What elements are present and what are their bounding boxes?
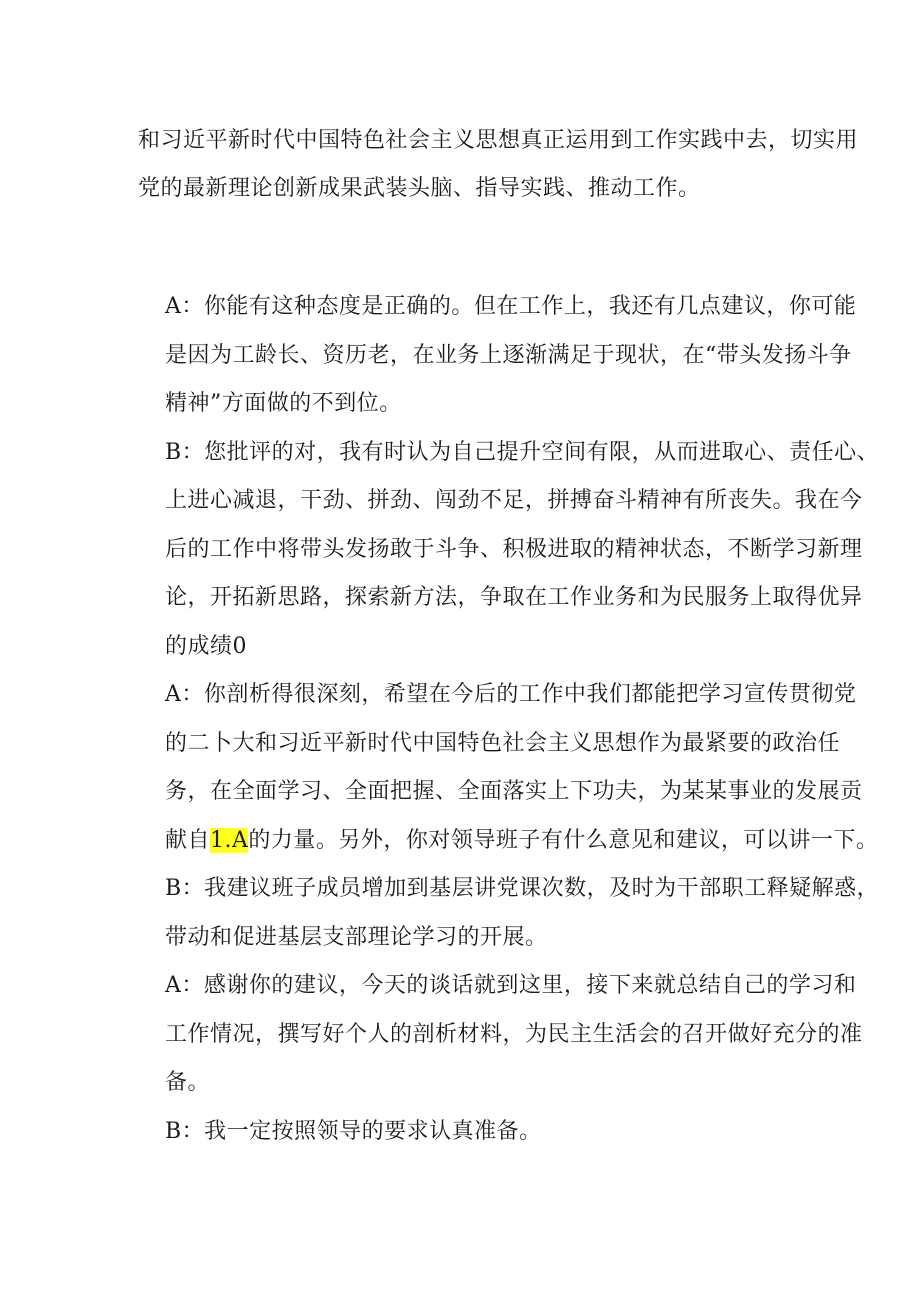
text-line: B：我一定按照领导的要求认真准备。: [165, 1118, 542, 1144]
text-line: 是因为工龄长、资历老，在业务上逐渐满足于现状，在“带头发扬斗争: [165, 342, 852, 368]
text-line-with-highlight: [165, 817, 879, 866]
text-line: 上进心减退，干劲、拼劲、闯劲不足，拼搏奋斗精神有所丧失。我在今: [165, 488, 863, 513]
text-line: 论，开拓新思路，探索新方法，争取在工作业务和为民服务上取得优异: [165, 585, 863, 610]
highlighted-text: 1.A: [210, 827, 249, 853]
text-fragment: 献自: [165, 827, 211, 853]
text-line: 精神”方面做的不到位。: [165, 391, 402, 416]
intro-paragraph: [138, 117, 859, 213]
text-line: 备。: [165, 1070, 211, 1095]
text-line: B：您批评的对，我有时认为自己提升空间有限，从而进取心、责任心、: [165, 439, 880, 465]
text-line: A：感谢你的建议，今天的谈话就到这里，接下来就总结自己的学习和: [165, 973, 857, 998]
text-line: 工作情况，撰写好个人的剖析材料，为民主生活会的召开做好充分的准: [165, 1021, 863, 1047]
text-line: 后的工作中将带头发扬敢于斗争、积极进取的精神状态，不断学习新理: [165, 536, 863, 562]
text-line: 和习近平新时代中国特色社会主义思想真正运用到工作实践中去，切实用: [138, 128, 859, 153]
text-line: B：我建议班子成员增加到基层讲党课次数，及时为干部职工释疑解惑，: [165, 876, 880, 901]
dialogue-section: [165, 283, 880, 1156]
text-line: 务，在全面学习、全面把握、全面落实上下功夫，为某某事业的发展贡: [165, 779, 863, 804]
text-line: 带动和促进基层支部理论学习的开展。: [165, 924, 548, 950]
text-line: 的成绩0: [165, 633, 247, 659]
text-line: 党的最新理论创新成果武装头脑、指导实践、推动工作。: [138, 176, 701, 201]
text-line: 的二卜大和习近平新时代中国特色社会主义思想作为最紧要的政治任: [165, 730, 841, 756]
text-line: A：你剖析得很深刻，希望在今后的工作中我们都能把学习宣传贯彻党: [165, 682, 857, 707]
text-line: A：你能有这种态度是正确的。但在工作上，我还有几点建议，你可能: [165, 294, 857, 319]
text-fragment: 的力量。另外，你对领导班子有什么意见和建议，可以讲一下。: [248, 827, 879, 853]
